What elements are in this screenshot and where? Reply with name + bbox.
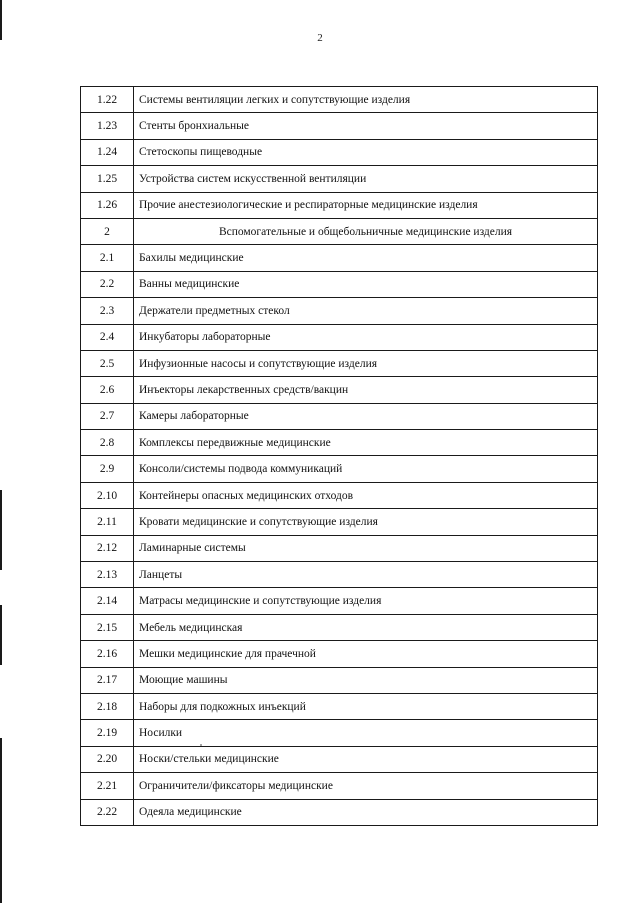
table-row: [81, 324, 598, 350]
row-number: 1.25: [81, 166, 134, 192]
table-row: [81, 377, 598, 403]
row-name: Ланцеты: [134, 562, 598, 588]
table-row: [81, 720, 598, 746]
row-name: Носки/стельки медицинские: [134, 746, 598, 772]
row-name: Ванны медицинские: [134, 271, 598, 297]
table-row: [81, 139, 598, 165]
row-name: Держатели предметных стекол: [134, 298, 598, 324]
table-row: [81, 799, 598, 825]
row-name: Ограничители/фиксаторы медицинские: [134, 773, 598, 799]
table-row: [81, 245, 598, 271]
row-number: 1.26: [81, 192, 134, 218]
row-number: 2.5: [81, 350, 134, 376]
row-name: Одеяла медицинские: [134, 799, 598, 825]
table-row: [81, 166, 598, 192]
table-row: [81, 562, 598, 588]
row-name: Устройства систем искусственной вентиляции: [134, 166, 598, 192]
row-name: Носилки: [134, 720, 598, 746]
row-name: Консоли/системы подвода коммуникаций: [134, 456, 598, 482]
row-number: 1.24: [81, 139, 134, 165]
row-name: Бахилы медицинские: [134, 245, 598, 271]
table-row: [81, 403, 598, 429]
table-row: [81, 641, 598, 667]
table-row: [81, 113, 598, 139]
row-name: Моющие машины: [134, 667, 598, 693]
row-number: 1.22: [81, 87, 134, 113]
row-number: 2.7: [81, 403, 134, 429]
table-row: [81, 773, 598, 799]
row-name: Стенты бронхиальные: [134, 113, 598, 139]
table-body: [81, 87, 598, 826]
row-name: Прочие анестезиологические и респираторные медицинские изделия: [134, 192, 598, 218]
row-number: 2.19: [81, 720, 134, 746]
row-name: Инфузионные насосы и сопутствующие изделия: [134, 350, 598, 376]
row-number: 2.12: [81, 535, 134, 561]
table-row: [81, 614, 598, 640]
row-number: 2.18: [81, 693, 134, 719]
table-row: [81, 87, 598, 113]
scan-mark-bottom: [0, 738, 2, 903]
scan-mark-lower: [0, 605, 2, 665]
device-category-table: [80, 86, 598, 826]
row-number: 2.20: [81, 746, 134, 772]
row-number: 2.11: [81, 509, 134, 535]
row-name: Наборы для подкожных инъекций: [134, 693, 598, 719]
table-row: [81, 535, 598, 561]
row-number: 2: [81, 218, 134, 244]
table-row: [81, 482, 598, 508]
table-row: [81, 298, 598, 324]
row-name: Комплексы передвижные медицинские: [134, 430, 598, 456]
table-row: [81, 456, 598, 482]
row-number: 2.2: [81, 271, 134, 297]
table-row: [81, 746, 598, 772]
row-number: 2.16: [81, 641, 134, 667]
row-name: Стетоскопы пищеводные: [134, 139, 598, 165]
table-row: [81, 667, 598, 693]
table-row: [81, 693, 598, 719]
row-number: 2.9: [81, 456, 134, 482]
table-row: [81, 588, 598, 614]
row-name: Контейнеры опасных медицинских отходов: [134, 482, 598, 508]
row-number: 2.3: [81, 298, 134, 324]
row-name: Ламинарные системы: [134, 535, 598, 561]
row-name: Инкубаторы лабораторные: [134, 324, 598, 350]
row-number: 2.10: [81, 482, 134, 508]
row-number: 2.8: [81, 430, 134, 456]
row-number: 1.23: [81, 113, 134, 139]
row-name: Инъекторы лекарственных средств/вакцин: [134, 377, 598, 403]
row-name: Мебель медицинская: [134, 614, 598, 640]
table-row: [81, 192, 598, 218]
page-number: 2: [317, 32, 323, 44]
row-number: 2.22: [81, 799, 134, 825]
row-number: 2.6: [81, 377, 134, 403]
row-number: 2.4: [81, 324, 134, 350]
section-row: [81, 218, 598, 244]
row-number: 2.1: [81, 245, 134, 271]
row-name: Матрасы медицинские и сопутствующие изделия: [134, 588, 598, 614]
row-number: 2.17: [81, 667, 134, 693]
row-number: 2.13: [81, 562, 134, 588]
table-row: [81, 271, 598, 297]
row-name: Мешки медицинские для прачечной: [134, 641, 598, 667]
row-number: 2.15: [81, 614, 134, 640]
row-name: Кровати медицинские и сопутствующие изделия: [134, 509, 598, 535]
table-row: [81, 430, 598, 456]
table-row: [81, 350, 598, 376]
table-row: [81, 509, 598, 535]
scan-mark-middle: [0, 490, 2, 570]
section-title: Вспомогательные и общебольничные медицинские изделия: [134, 218, 598, 244]
row-number: 2.21: [81, 773, 134, 799]
row-name: Камеры лабораторные: [134, 403, 598, 429]
row-name: Системы вентиляции легких и сопутствующие изделия: [134, 87, 598, 113]
row-number: 2.14: [81, 588, 134, 614]
